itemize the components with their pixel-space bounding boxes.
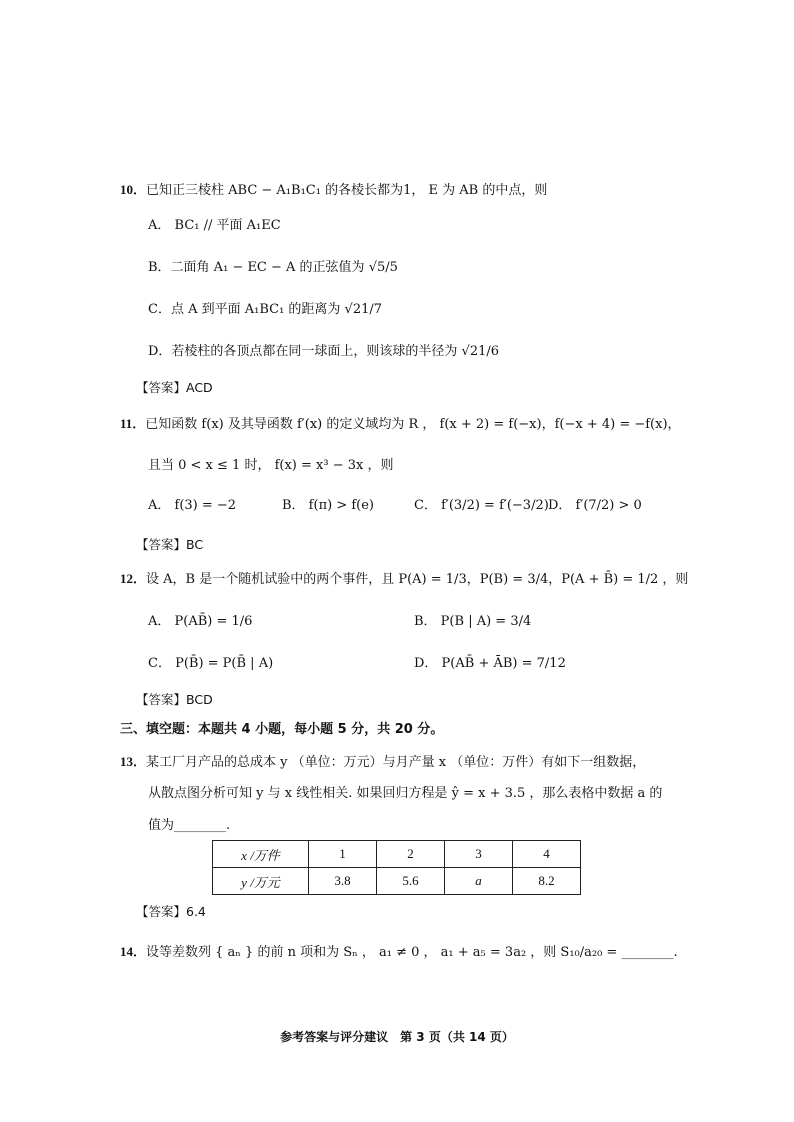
question-10 [120,180,547,201]
question-14 [120,942,678,963]
table-cell: 2 [377,841,445,868]
question-number: 11． [120,416,146,431]
data-table [212,840,581,895]
table-header-cell: y /万元 [213,868,309,895]
question-stem: 已知函数 f(x) 及其导函数 f′(x) 的定义域均为 R ， f(x + 2) = f(−x)，f(−x + 4) = −f(x)， [145,417,681,432]
option-d: D． P(AB̄ + ĀB) = 7/12 [414,656,566,671]
table-cell: a [445,868,513,895]
question-stem-continued: 且当 0 < x ≤ 1 时， f(x) = x³ − 3x ，则 [148,458,394,473]
answer: 【答案】6.4 [136,904,206,919]
option-a: A． BC₁ // 平面 A₁EC [148,218,281,233]
option-d: D．若棱柱的各顶点都在同一球面上，则该球的半径为 √21/6 [148,344,500,359]
question-stem: 设 A，B 是一个随机试验中的两个事件，且 P(A) = 1/3，P(B) = 3/4，P(A + B̄) = 1/2 ，则 [146,572,689,587]
option-d: D． f′(7/2) > 0 [548,498,642,513]
table-header-cell: x /万件 [213,841,309,868]
question-number: 10． [120,182,147,197]
section-heading: 三、填空题：本题共 4 小题，每小题 5 分，共 20 分。 [120,722,444,737]
option-c: C． P(B̄) = P(B̄ | A) [148,656,274,671]
answer: 【答案】BCD [136,692,213,707]
question-number: 14． [120,944,147,959]
question-stem: 已知正三棱柱 ABC − A₁B₁C₁ 的各棱长都为1， E 为 AB 的中点，则 [146,183,548,198]
question-13 [120,752,645,773]
answer: 【答案】ACD [136,380,213,395]
option-b: B．二面角 A₁ − EC − A 的正弦值为 √5/5 [148,260,398,275]
question-stem-continued: 从散点图分析可知 y 与 x 线性相关. 如果回归方程是 ŷ = x + 3.5 ，那么表格中数据 a 的 [148,786,663,801]
page-footer: 参考答案与评分建议 第 3 页（共 14 页） [280,1030,514,1044]
table-cell: 3 [445,841,513,868]
answer: 【答案】BC [136,537,204,552]
question-11 [120,414,681,435]
option-b: B． P(B | A) = 3/4 [414,614,532,629]
question-number: 13． [120,754,147,769]
question-stem-continued: 值为________. [148,818,231,833]
option-b: B． f(π) > f(e) [282,498,374,513]
table-cell: 1 [309,841,377,868]
option-c: C．点 A 到平面 A₁BC₁ 的距离为 √21/7 [148,302,383,317]
option-a: A． f(3) = −2 [148,498,237,513]
table-cell: 5.6 [377,868,445,895]
question-12 [120,569,688,590]
question-stem: 设等差数列 { aₙ } 的前 n 项和为 Sₙ ， a₁ ≠ 0 ， a₁ + a₅ = 3a₂ ，则 S₁₀/a₂₀ = ________. [146,945,678,960]
table-cell: 4 [513,841,581,868]
option-a: A． P(AB̄) = 1/6 [148,614,253,629]
table-cell: 8.2 [513,868,581,895]
question-number: 12． [120,571,147,586]
option-c: C． f′(3/2) = f′(−3/2) [414,498,549,513]
table-cell: 3.8 [309,868,377,895]
table-row [213,868,581,895]
question-stem: 某工厂月产品的总成本 y （单位：万元）与月产量 x （单位：万件）有如下一组数据， [146,755,646,770]
table-row [213,841,581,868]
